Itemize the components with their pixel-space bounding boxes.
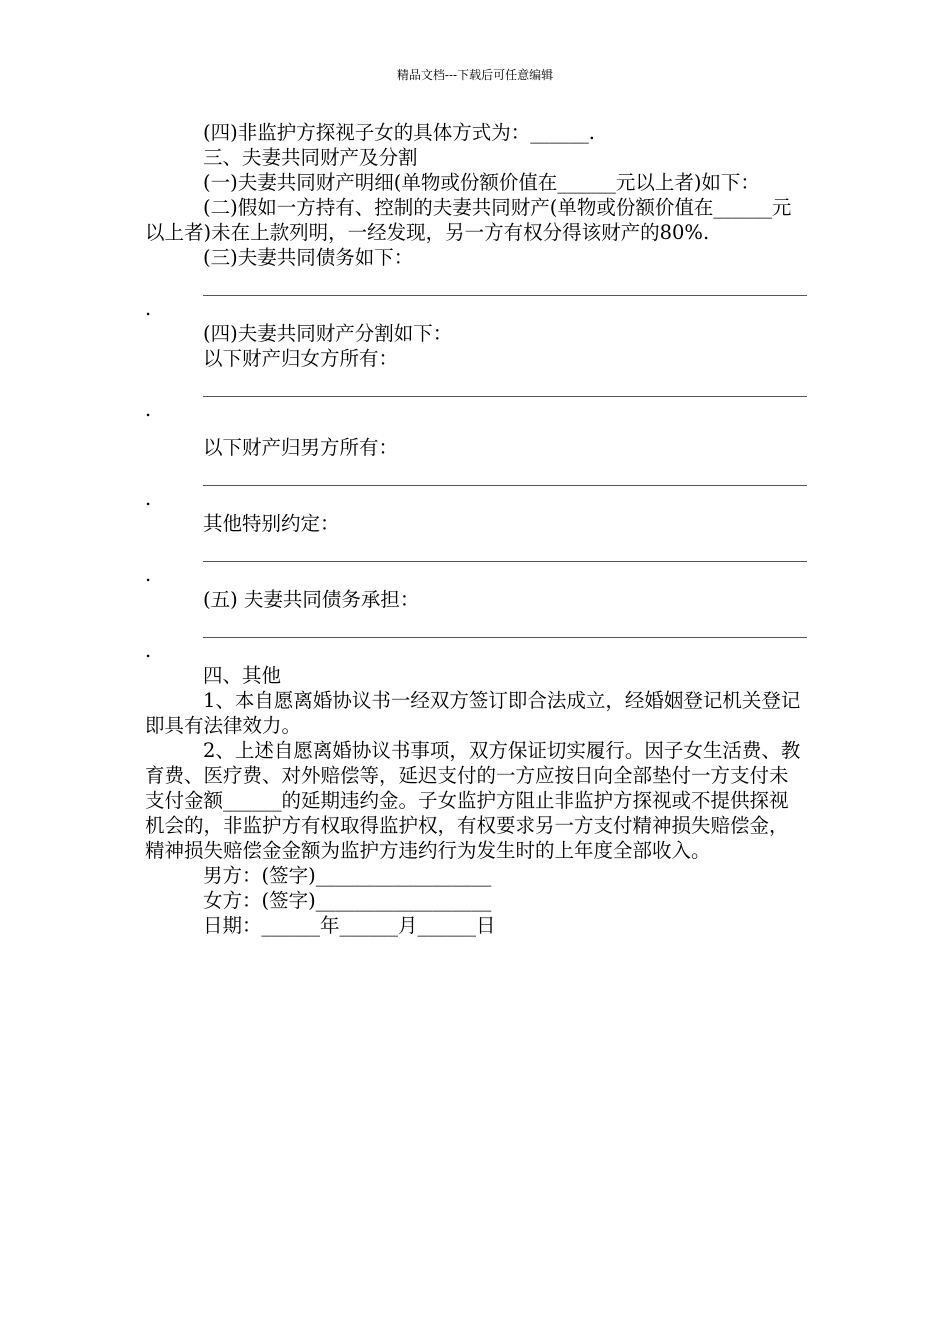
fill-in-line bbox=[203, 270, 807, 296]
joint-debts-line: (三)夫妻共同债务如下： bbox=[203, 246, 414, 269]
performance-clause: 2、上述自愿离婚协议书事项，双方保证切实履行。因子女生活费、教育费、医疗费、对外赔偿等，延迟支付的一方应按日向全部垫付一方支付未支付金额______的延期违约金。子女监护方阻止非监护方探视或不提供探视机会的，非监护方有权取得监护权，有权要求另一方支付精神损失赔偿金，精神损失赔偿金金额为监护方违约行为发生时的上年度全部收入。 bbox=[145, 739, 801, 862]
male-property-line: 以下财产归男方所有： bbox=[203, 436, 399, 459]
female-signature-line: 女方：(签字)__________________ bbox=[203, 889, 492, 912]
page-header: 精品文档---下载后可任意编辑 bbox=[396, 68, 554, 82]
fill-in-line bbox=[203, 460, 807, 486]
undisclosed-property-clause: (二)假如一方持有、控制的夫妻共同财产(单物或份额价值在______元以上者)未在上款列明，一经发现，另一方有权分得该财产的80%. bbox=[145, 196, 792, 244]
male-signature-line: 男方：(签字)__________________ bbox=[203, 864, 492, 887]
fill-in-line bbox=[203, 371, 807, 397]
date-line: 日期：______年______月______日 bbox=[203, 914, 496, 937]
joint-property-list-line: (一)夫妻共同财产明细(单物或份额价值在______元以上者)如下： bbox=[203, 171, 760, 194]
line-end-dot: . bbox=[145, 639, 152, 662]
female-property-line: 以下财产归女方所有： bbox=[203, 347, 399, 370]
validity-clause: 1、本自愿离婚协议书一经双方签订即合法成立，经婚姻登记机关登记即具有法律效力。 bbox=[145, 689, 801, 737]
section-four-heading: 四、其他 bbox=[203, 664, 282, 687]
line-end-dot: . bbox=[145, 398, 152, 421]
line-end-dot: . bbox=[145, 563, 152, 586]
debt-assumption-line: (五) 夫妻共同债务承担： bbox=[203, 588, 420, 611]
special-agreement-line: 其他特别约定： bbox=[203, 512, 340, 535]
section-three-heading: 三、夫妻共同财产及分割 bbox=[203, 146, 418, 169]
fill-in-line bbox=[203, 536, 807, 562]
line-end-dot: . bbox=[145, 297, 152, 320]
document-body bbox=[145, 120, 807, 938]
line-end-dot: . bbox=[145, 487, 152, 510]
property-division-line: (四)夫妻共同财产分割如下： bbox=[203, 322, 453, 345]
visitation-method-line: (四)非监护方探视子女的具体方式为：______. bbox=[203, 121, 595, 144]
fill-in-line bbox=[203, 612, 807, 638]
